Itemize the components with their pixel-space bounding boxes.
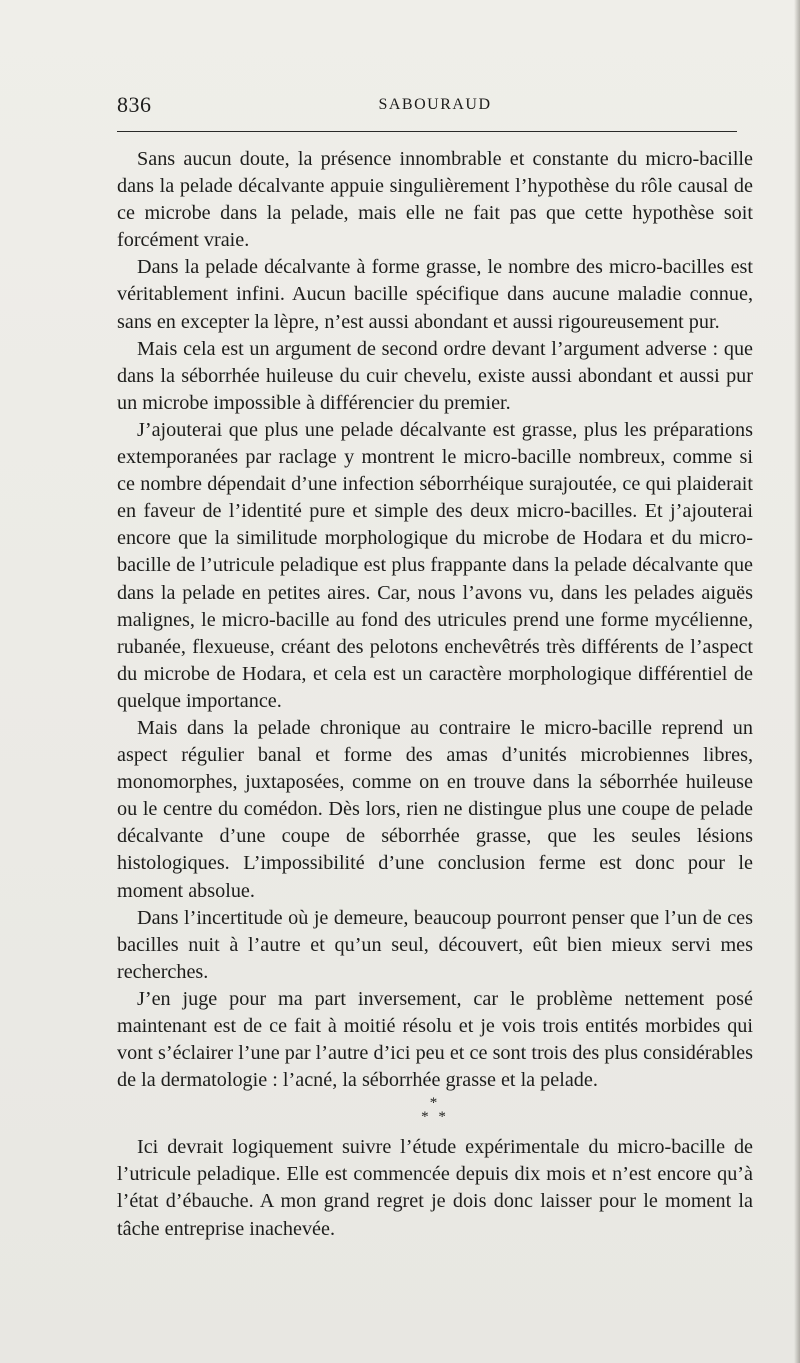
paragraph: Dans la pelade décalvante à forme grasse, le nombre des micro-bacilles est véritablement infini. Aucun bacille spécifique dans aucune maladie connue, sans en excepter la lèpre, n’est aussi abondant et aussi rigoureusement pur. [117, 256, 753, 333]
paragraph: Mais dans la pelade chronique au contraire le micro-bacille reprend un aspect régulier banal et forme des amas d’unités microbiennes libres, monomorphes, juxtaposées, comme on en trouve dans la séborrhée huileuse ou le centre du comédon. Dès lors, rien ne distingue plus une coupe de pelade décalvante d’une coupe de séborrhée grasse, que les seules lésions histologiques. L’impossibilité d’une conclusion ferme est donc pour le moment absolue. [117, 716, 753, 902]
page-edge-shadow [794, 0, 800, 1363]
asterism-bottom: * * [421, 1109, 449, 1126]
paragraph: J’en juge pour ma part inversement, car le problème nettement posé maintenant est de ce fait à moitié résolu et je vois trois entités morbides qui vont s’éclairer l’une par l’autre d’ici peu et ce sont trois des plus considérables de la dermatologie : l’acné, la séborrhée grasse et la pelade. [117, 987, 753, 1092]
running-head: SABOURAUD [378, 96, 492, 113]
paragraph: J’ajouterai que plus une pelade décalvante est grasse, plus les préparations extemporanées par raclage y montrent le micro-bacille nombreux, comme si ce nombre dépendait d’une infection séborrhéique surajoutée, ce qui plaiderait en faveur de l’identité pure et simple des deux micro-bacilles. Et j’ajouterai encore que la similitude morphologique du microbe de Hodara et du micro-bacille de l’utricule peladique est plus frappante dans la pelade décalvante que dans la pelade en petites aires. Car, nous l’avons vu, dans les pelades aiguës malignes, le micro-bacille au fond des utricules prend une forme mycélienne, rubanée, flexueuse, créant des pelotons enchevêtrés très différents de l’aspect du microbe de Hodara, et cela est un caractère morphologique différentiel de quelque importance. [117, 418, 753, 712]
closing-paragraph: Ici devrait logiquement suivre l’étude expérimentale du micro-bacille de l’utricule peladique. Elle est commencée depuis dix mois et n’est encore qu’à l’état d’ébauche. A mon grand regret je dois donc laisser pour le moment la tâche entreprise inachevée. [117, 1136, 753, 1240]
body-text [117, 146, 753, 1243]
paragraph: Sans aucun doute, la présence innombrable et constante du micro-bacille dans la pelade décalvante appuie singulièrement l’hypothèse du rôle causal de ce microbe dans la pelade, mais elle ne fait pas que cette hypothèse soit forcément vraie. [117, 148, 753, 252]
asterism-top: * [429, 1095, 441, 1112]
paragraph: Mais cela est un argument de second ordre devant l’argument adverse : que dans la séborrhée huileuse du cuir chevelu, existe aussi abondant et aussi pur un microbe impossible à différencier du premier. [117, 337, 753, 414]
header-rule [117, 131, 737, 132]
page-header [117, 92, 753, 122]
paragraph: Dans l’incertitude où je demeure, beaucoup pourront penser que l’un de ces bacilles nuit à l’autre et qu’un seul, découvert, eût bien mieux servi mes recherches. [117, 906, 753, 983]
section-asterism [117, 1094, 753, 1134]
page-number: 836 [117, 92, 152, 117]
